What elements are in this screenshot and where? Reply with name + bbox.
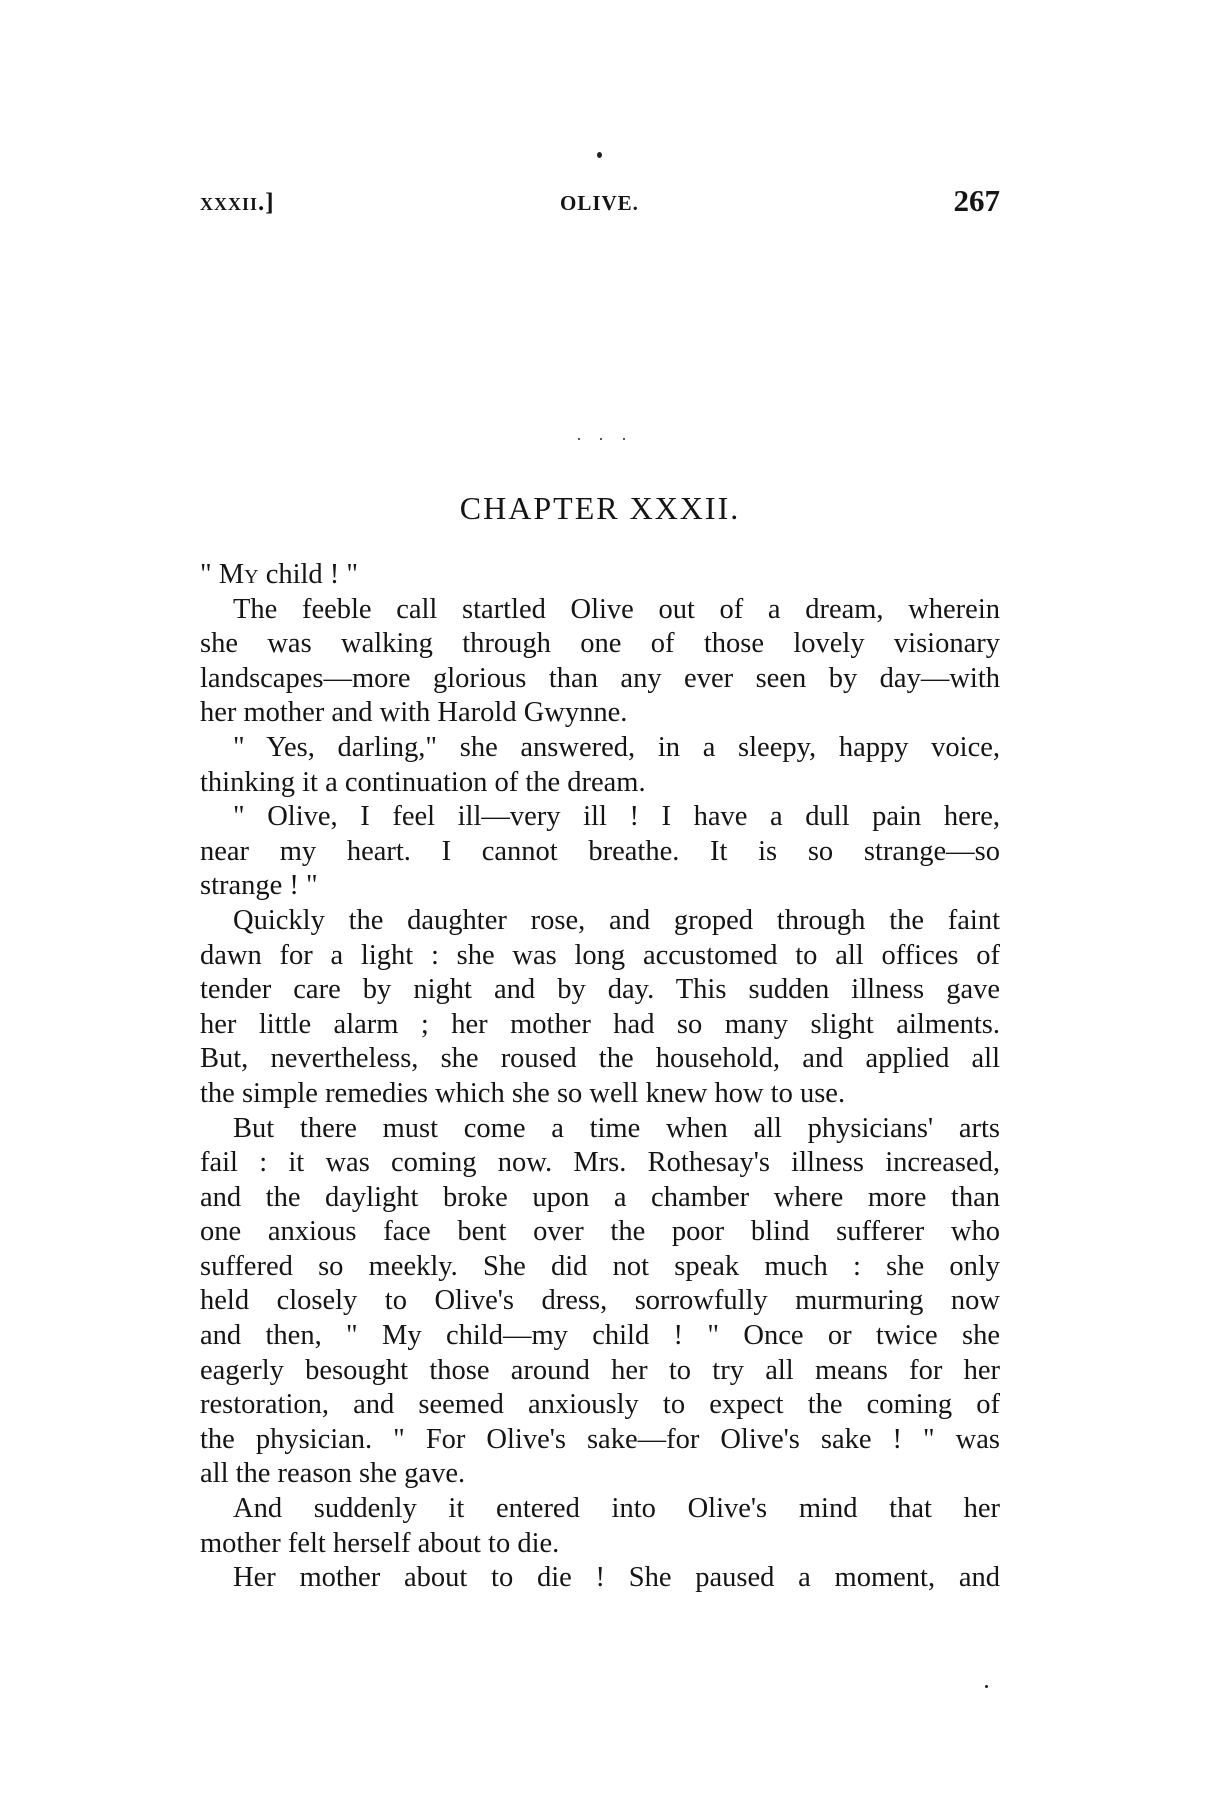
text-line: eagerly besought those around her to try all means for her <box>200 1354 1000 1386</box>
opening-rest: child ! " <box>258 559 359 590</box>
text-line: her little alarm ; her mother had so many slight ailments. <box>200 1008 1000 1040</box>
body-text <box>200 558 1000 1596</box>
text-line: held closely to Olive's dress, sorrowfully murmuring now <box>200 1285 1000 1317</box>
chapter-title: CHAPTER XXXII. <box>459 490 741 526</box>
ink-speck <box>985 1685 988 1688</box>
text-line: Her mother about to die ! She paused a moment, and <box>233 1562 1000 1594</box>
text-line: one anxious face bent over the poor blind sufferer who <box>200 1216 1000 1248</box>
ink-speck <box>600 438 602 440</box>
running-head-chapter: xxxii.] <box>200 189 275 216</box>
text-line: fail : it was coming now. Mrs. Rothesay's illness increased, <box>200 1147 1000 1179</box>
text-line: suffered so meekly. She did not speak much : she only <box>200 1250 1000 1282</box>
running-head-title: OLIVE. <box>560 191 639 215</box>
text-line: she was walking through one of those lovely visionary <box>200 628 1000 660</box>
text-line: And suddenly it entered into Olive's mind that her <box>233 1493 1000 1525</box>
ink-speck <box>623 438 625 440</box>
text-line: near my heart. I cannot breathe. It is so strange—so <box>200 835 1000 867</box>
text-line: " Yes, darling," she answered, in a sleepy, happy voice, <box>233 731 1000 763</box>
text-line: the simple remedies which she so well knew how to use. <box>200 1077 846 1109</box>
text-line: restoration, and seemed anxiously to expect the coming of <box>200 1389 1000 1421</box>
text-line: But there must come a time when all physicians' arts <box>233 1112 1000 1144</box>
running-head <box>200 183 1000 223</box>
page-number: 267 <box>953 183 1000 218</box>
text-line: " Olive, I feel ill—very ill ! I have a dull pain here, <box>233 801 1000 833</box>
text-line: all the reason she gave. <box>200 1458 466 1490</box>
ink-speck <box>578 438 580 440</box>
text-line: and then, " My child—my child ! " Once or twice she <box>200 1320 1000 1352</box>
text-line: the physician. " For Olive's sake—for Olive's sake ! " was <box>200 1423 1000 1455</box>
text-line: strange ! " <box>200 870 318 902</box>
text-line: Quickly the daughter rose, and groped through the faint <box>233 904 1000 936</box>
text-line: and the daylight broke upon a chamber where more than <box>200 1181 1000 1213</box>
text-line: But, nevertheless, she roused the household, and applied all <box>200 1043 1000 1075</box>
text-line: mother felt herself about to die. <box>200 1527 560 1559</box>
text-line <box>200 558 1000 593</box>
text-line: dawn for a light : she was long accustomed to all offices of <box>200 939 1000 971</box>
text-line: thinking it a continuation of the dream. <box>200 766 646 798</box>
opening-first-word: My <box>218 559 259 590</box>
text-line: The feeble call startled Olive out of a dream, wherein <box>233 593 1000 625</box>
ink-speck <box>597 152 602 158</box>
text-line: tender care by night and by day. This sudden illness gave <box>200 974 1000 1006</box>
text-line: her mother and with Harold Gwynne. <box>200 697 628 729</box>
text-line: landscapes—more glorious than any ever seen by day—with <box>200 662 1000 694</box>
opening-quote-mark: " <box>200 559 219 590</box>
